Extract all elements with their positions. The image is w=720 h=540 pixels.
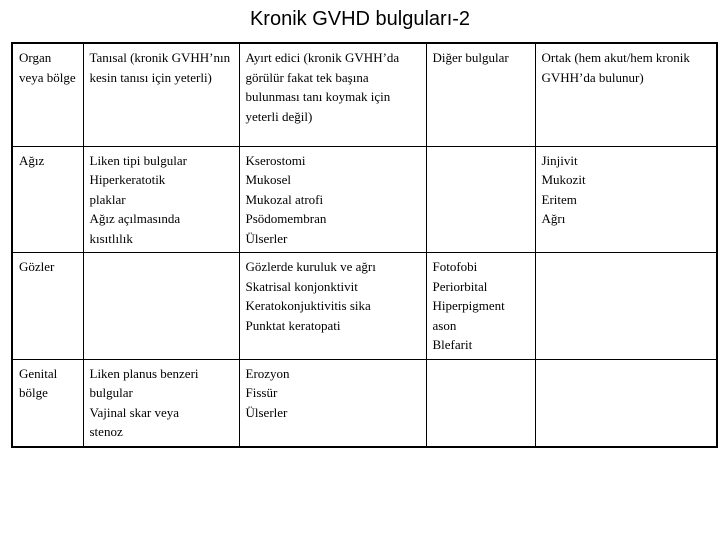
header-row xyxy=(12,43,717,146)
diagnostic-cell: Liken tipi bulgular Hiperkeratotik plaklar Ağız açılmasında kısıtlılık xyxy=(83,146,239,253)
header-common: Ortak (hem akut/hem kronik GVHH’da bulunur) xyxy=(535,43,717,146)
gvhd-findings-table xyxy=(11,42,718,448)
organ-cell: Genital bölge xyxy=(12,359,83,447)
header-other: Diğer bulgular xyxy=(426,43,535,146)
page-title: Kronik GVHD bulguları-2 xyxy=(249,8,471,30)
common-cell xyxy=(535,253,717,360)
header-diagnostic: Tanısal (kronik GVHH’nın kesin tanısı için yeterli) xyxy=(83,43,239,146)
organ-cell: Gözler xyxy=(12,253,83,360)
table-row-genital xyxy=(12,359,717,447)
header-organ: Organ veya bölge xyxy=(12,43,83,146)
organ-cell: Ağız xyxy=(12,146,83,253)
distinctive-cell: Gözlerde kuruluk ve ağrı Skatrisal konjonktivit Keratokonjuktivitis sika Punktat keratopati xyxy=(239,253,426,360)
header-distinctive: Ayırt edici (kronik GVHH’da görülür fakat tek başına bulunması tanı koymak için yeterli değil) xyxy=(239,43,426,146)
distinctive-cell: Kserostomi Mukosel Mukozal atrofi Psödomembran Ülserler xyxy=(239,146,426,253)
diagnostic-cell xyxy=(83,253,239,360)
other-cell xyxy=(426,146,535,253)
distinctive-cell: Erozyon Fissür Ülserler xyxy=(239,359,426,447)
diagnostic-cell: Liken planus benzeri bulgular Vajinal skar veya stenoz xyxy=(83,359,239,447)
other-cell xyxy=(426,359,535,447)
table-row-mouth xyxy=(12,146,717,253)
other-cell: Fotofobi Periorbital Hiperpigment ason Blefarit xyxy=(426,253,535,360)
common-cell: Jinjivit Mukozit Eritem Ağrı xyxy=(535,146,717,253)
common-cell xyxy=(535,359,717,447)
table-row-eyes xyxy=(12,253,717,360)
